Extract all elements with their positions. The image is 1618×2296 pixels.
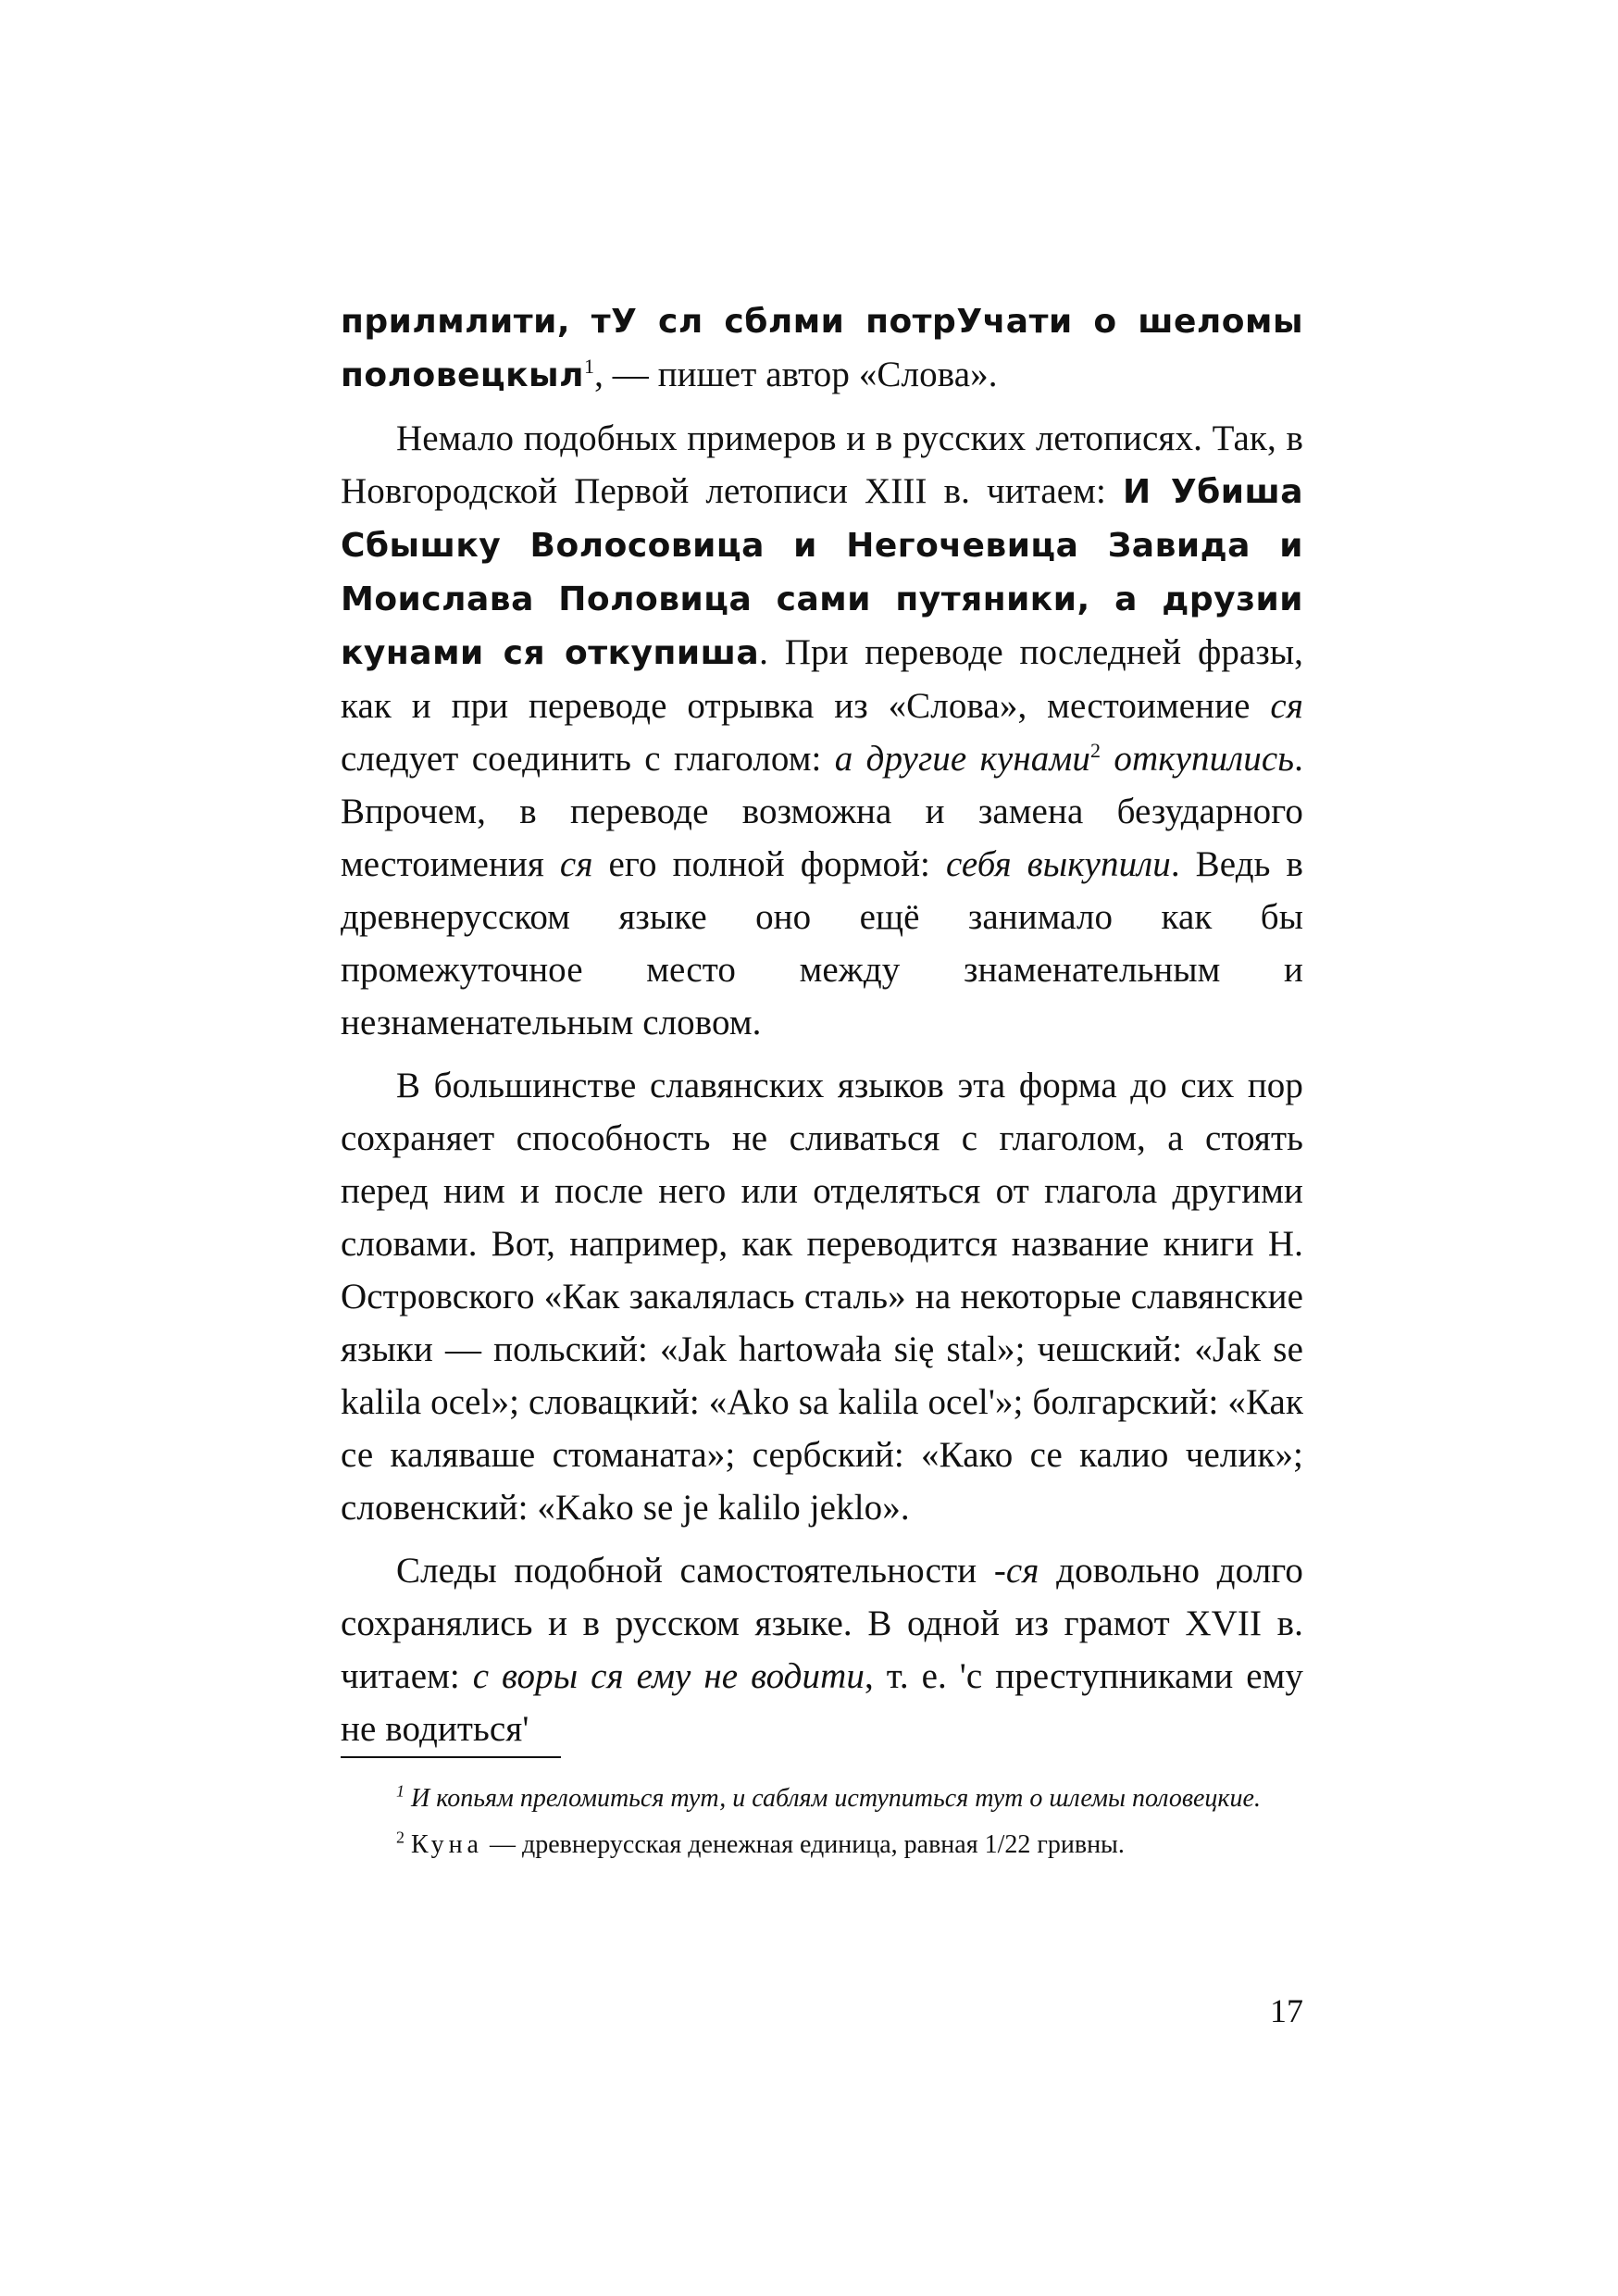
paragraph-text: Следы подобной самостоятельности (396, 1551, 994, 1591)
old-russian-quote: И Убиша Сбышку Волосовица и Негочевица Завида и Моислава Половица сами путяники, а друзии кунами ся откупиша (341, 473, 1303, 672)
paragraph-text: его полной формой: (592, 844, 946, 884)
paragraph-text: следует соединить с глаголом: (341, 739, 835, 779)
main-text (341, 294, 1303, 1755)
footnote-mark: 1 (396, 1781, 404, 1801)
paragraph-text: . При переводе последней фразы, как и при переводе отрывка из «Слова», местоимение (341, 632, 1303, 726)
paragraph-3: В большинстве славянских языков эта форма до сих пор сохраняет способность не сливаться с глаголом, а стоять перед ним и после него или отделяться от глагола другими словами. Вот, например, как переводится название книги Н. Островского «Как закалялась сталь» на некоторые славянские языки — польский: «Jak hartowała się stal»; чешский: «Jak se kalila ocel»; словацкий: «Ako sa kalila ocel'»; болгарский: «Как се каляваше стоманата»; сербский: «Како се калио челик»; словенский: «Kako se je kalilo jeklo». (341, 1066, 1303, 1528)
paragraph-text: , — пишет автор «Слова». (594, 355, 998, 394)
footnote-divider (341, 1756, 561, 1758)
footnote-mark: 2 (396, 1828, 404, 1847)
paragraph-text: , т. е. 'с преступниками ему не водиться' (341, 1656, 1303, 1749)
paragraph-text: Немало подобных примеров и в русских летописях. Так, в Новгородской Первой летописи XIII в. читаем: (341, 418, 1303, 511)
italic-translation: себя выкупили (945, 844, 1171, 884)
footnote-ref-1: 1 (583, 355, 595, 378)
footnote-text: — древнерусская денежная единица, равная 1/22 гривны. (482, 1830, 1125, 1859)
italic-translation: а другие кунами (834, 739, 1090, 779)
page-number: 17 (1270, 1992, 1303, 2029)
italic-quote: с воры ся ему не водити (472, 1656, 865, 1696)
paragraph-4 (341, 1544, 1303, 1755)
footnote-ref-2: 2 (1089, 739, 1101, 762)
italic-translation: откупились (1101, 739, 1295, 779)
footnote-1 (341, 1779, 1303, 1818)
paragraph-2 (341, 412, 1303, 1049)
paragraph-text: . Впрочем, в переводе возможна и замена безударного местоимения (341, 739, 1304, 884)
footnotes (341, 1779, 1303, 1872)
footnote-text: И копьям преломиться тут, и саблям иступиться тут о шлемы половецкие. (411, 1784, 1261, 1813)
italic-term: -ся (993, 1551, 1039, 1591)
paragraph-text: . Ведь в древнерусском языке оно ещё занимало как бы промежуточное место между знаменательным и незнаменательным словом. (341, 844, 1303, 1042)
paragraph-text: довольно долго сохранялись и в русском языке. В одной из грамот XVII в. читаем: (341, 1551, 1303, 1696)
footnote-term: Куна (411, 1830, 483, 1859)
old-russian-quote: прилмлити, тУ сл сблми потрУчати о шеломы половецкыл (341, 303, 1303, 394)
italic-term: ся (1270, 686, 1303, 726)
footnote-2 (341, 1826, 1303, 1865)
italic-term: ся (559, 844, 593, 884)
paragraph-1 (341, 294, 1303, 402)
